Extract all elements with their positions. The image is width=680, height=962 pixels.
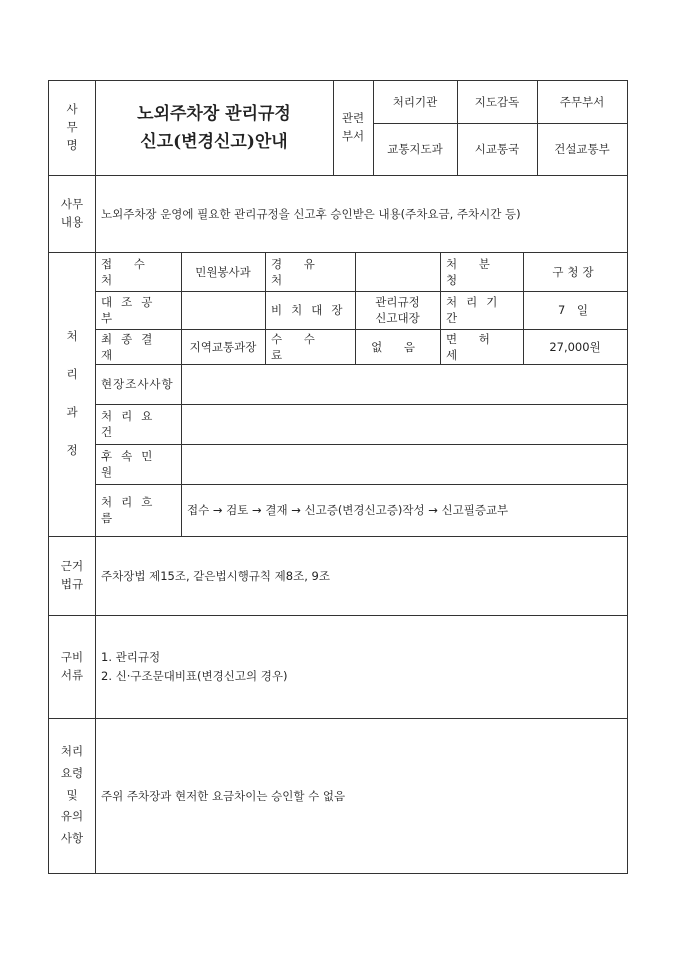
dept-value-processing: 교통지도과 xyxy=(387,142,443,156)
task-content-text: 노외주차장 운영에 필요한 관리규정을 신고후 승인받은 내용(주차요금, 주차시간 등) xyxy=(101,206,521,221)
reception-value: 민원봉사과 xyxy=(195,264,251,279)
disposal-label: 처 분 청 xyxy=(446,256,499,287)
legal-basis-label: 근거 법규 xyxy=(60,558,84,591)
follow-up-label: 후속민원 xyxy=(101,449,162,479)
dept-value-main: 건설교통부 xyxy=(554,142,610,156)
process-label: 처 리 과 정 xyxy=(66,329,78,457)
license-tax-label: 면 허 세 xyxy=(446,331,499,362)
dept-header-processing: 처리기관 xyxy=(392,95,438,109)
dept-header-supervision: 지도감독 xyxy=(474,95,520,109)
register-value: 관리규정 신고대장 xyxy=(375,294,420,325)
reception-label: 접 수 처 xyxy=(101,256,154,287)
fee-label: 수 수 료 xyxy=(271,331,324,362)
flow-label: 처리흐름 xyxy=(101,495,162,525)
doc-item: 2. 신·구조문대비표(변경신고의 경우) xyxy=(101,668,288,683)
via-value xyxy=(355,252,440,291)
required-docs-label: 구비 서류 xyxy=(60,649,84,682)
via-label: 경 유 처 xyxy=(271,256,324,287)
register-label: 비치대장 xyxy=(271,303,352,317)
dept-header-main: 주무부서 xyxy=(559,95,605,109)
required-docs-list xyxy=(95,615,627,718)
fee-value: 없 음 xyxy=(371,339,424,354)
notes-label: 처리 요령 및 유의 사항 xyxy=(60,743,84,846)
requirements-label: 처리요건 xyxy=(101,409,162,439)
final-approval-label: 최종결재 xyxy=(101,331,162,362)
reference-ledger-label: 대조공부 xyxy=(101,295,162,325)
flow-text: 접수 → 검토 → 결재 → 신고증(변경신고증)작성 → 신고필증교부 xyxy=(187,503,509,517)
permit-guide-form xyxy=(48,80,628,874)
notes-text: 주위 주차장과 현저한 요금차이는 승인할 수 없음 xyxy=(101,788,346,803)
form-title: 노외주차장 관리규정 신고(변경신고)안내 xyxy=(137,103,291,152)
related-dept-label: 관련 부서 xyxy=(341,111,365,143)
doc-item: 1. 관리규정 xyxy=(101,650,161,665)
dept-value-supervision: 시교통국 xyxy=(474,142,520,156)
disposal-value: 구청장 xyxy=(552,264,598,279)
task-name-label: 사 무 명 xyxy=(66,102,78,152)
processing-period-value: 7 일 xyxy=(557,303,593,317)
legal-basis-text: 주차장법 제15조, 같은법시행규칙 제8조, 9조 xyxy=(101,568,330,583)
site-survey-label: 현장조사사항 xyxy=(101,377,174,391)
task-content-label: 사무 내용 xyxy=(60,196,84,229)
reference-ledger-value xyxy=(181,291,265,329)
processing-period-label: 처리기간 xyxy=(446,295,507,325)
final-approval-value: 지역교통과장 xyxy=(189,339,257,354)
license-tax-value: 27,000원 xyxy=(549,339,601,354)
